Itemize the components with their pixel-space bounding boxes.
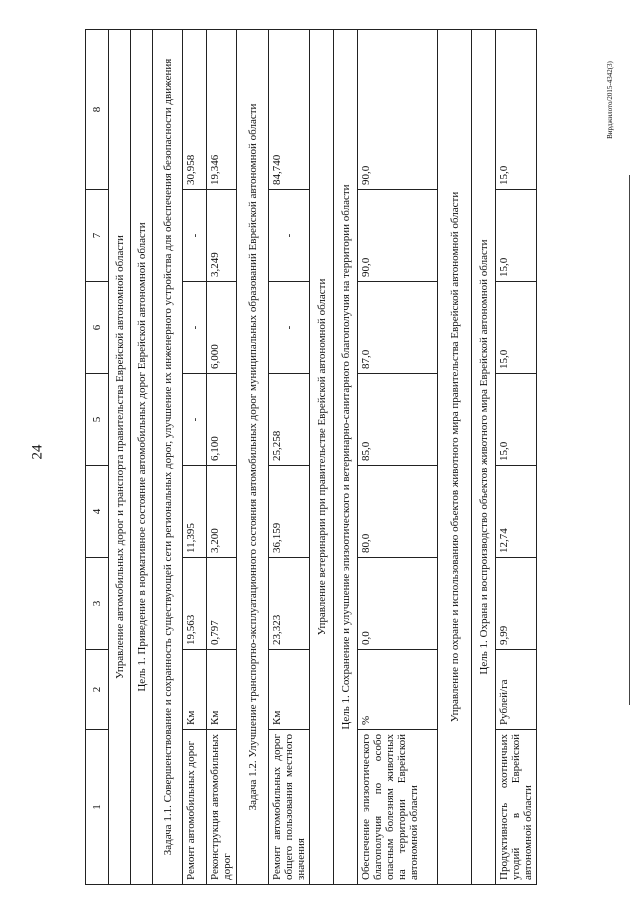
value-cell: 23,323: [269, 558, 310, 650]
value-cell: 15,0: [496, 374, 537, 466]
total-cell: 90,0: [358, 30, 438, 190]
indicator-name: Реконструкция автомобильных дорог: [207, 730, 237, 885]
total-cell: 15,0: [496, 30, 537, 190]
header-cell: 6: [86, 282, 109, 374]
margin-rule: [629, 175, 630, 705]
value-cell: 19,563: [183, 558, 207, 650]
table-row: [207, 30, 237, 885]
section-row: [109, 30, 131, 885]
section-title: Задача 1.1. Совершенствование и сохранность существующей сети региональных дорог, улучшение их инженерного устройства для обеспечения безопасности движения: [153, 30, 183, 885]
value-cell: 9,99: [496, 558, 537, 650]
value-cell: 11,395: [183, 466, 207, 558]
total-cell: 30,958: [183, 30, 207, 190]
header-cell: 4: [86, 466, 109, 558]
page-number-text: 24: [29, 444, 46, 460]
section-row: [334, 30, 358, 885]
value-cell: 3,249: [207, 190, 237, 282]
unit-cell: Рублей/га: [496, 650, 537, 730]
header-cell: 3: [86, 558, 109, 650]
value-cell: -: [183, 190, 207, 282]
header-cell: 2: [86, 650, 109, 730]
section-row: [237, 30, 269, 885]
indicator-name: Ремонт автомобильных дорог: [183, 730, 207, 885]
section-title: Управление автомобильных дорог и транспорта правительства Еврейской автономной области: [109, 30, 131, 885]
value-cell: 85,0: [358, 374, 438, 466]
indicators-table: [85, 29, 537, 885]
table-row: [269, 30, 310, 885]
value-cell: 6,000: [207, 282, 237, 374]
indicators-table-wrapper: [85, 30, 534, 885]
header-cell: 8: [86, 30, 109, 190]
indicator-name: Продуктивность охотничьих угодий в Еврейской автономной области: [496, 730, 537, 885]
value-cell: -: [269, 282, 310, 374]
table-header-row: [86, 30, 109, 885]
section-title: Цель 1. Сохранение и улучшение эпизоотического и ветеринарно-санитарного благополучия на территории области: [334, 30, 358, 885]
section-row: [472, 30, 496, 885]
value-cell: 6,100: [207, 374, 237, 466]
section-row: [153, 30, 183, 885]
unit-cell: Км: [183, 650, 207, 730]
section-title: Задача 1.2. Улучшение транспортно-эксплуатационного состояния автомобильных дорог муниципальных образований Еврейской автономной области: [237, 30, 269, 885]
total-cell: 19,346: [207, 30, 237, 190]
header-cell: 7: [86, 190, 109, 282]
section-row: [131, 30, 153, 885]
value-cell: -: [269, 190, 310, 282]
value-cell: 36,159: [269, 466, 310, 558]
indicator-name: Обеспечение эпизоотического благополучия по особо опасным болезням животных на территории Еврейской автономной области: [358, 730, 438, 885]
value-cell: 25,258: [269, 374, 310, 466]
indicator-name: Ремонт автомобильных дорог общего пользования местного значения: [269, 730, 310, 885]
section-row: [438, 30, 472, 885]
document-code-text: Вирджилото/2015-4342(3): [606, 61, 614, 139]
header-cell: 1: [86, 730, 109, 885]
unit-cell: Км: [269, 650, 310, 730]
unit-cell: Км: [207, 650, 237, 730]
total-cell: 84,740: [269, 30, 310, 190]
section-title: Управление ветеринарии при правительстве Еврейской автономной области: [310, 30, 334, 885]
value-cell: -: [183, 374, 207, 466]
table-row: [496, 30, 537, 885]
value-cell: -: [183, 282, 207, 374]
section-row: [310, 30, 334, 885]
unit-cell: %: [358, 650, 438, 730]
section-title: Управление по охране и использованию объектов животного мира правительства Еврейской автономной области: [438, 30, 472, 885]
value-cell: 80,0: [358, 466, 438, 558]
table-row: [183, 30, 207, 885]
header-cell: 5: [86, 374, 109, 466]
value-cell: 3,200: [207, 466, 237, 558]
value-cell: 87,0: [358, 282, 438, 374]
table-row: [358, 30, 438, 885]
value-cell: 0,0: [358, 558, 438, 650]
value-cell: 0,797: [207, 558, 237, 650]
section-title: Цель 1. Приведение в нормативное состояние автомобильных дорог Еврейской автономной области: [131, 30, 153, 885]
value-cell: 90,0: [358, 190, 438, 282]
value-cell: 15,0: [496, 282, 537, 374]
section-title: Цель 1. Охрана и воспроизводство объектов животного мира Еврейской автономной области: [472, 30, 496, 885]
value-cell: 12,74: [496, 466, 537, 558]
value-cell: 15,0: [496, 190, 537, 282]
